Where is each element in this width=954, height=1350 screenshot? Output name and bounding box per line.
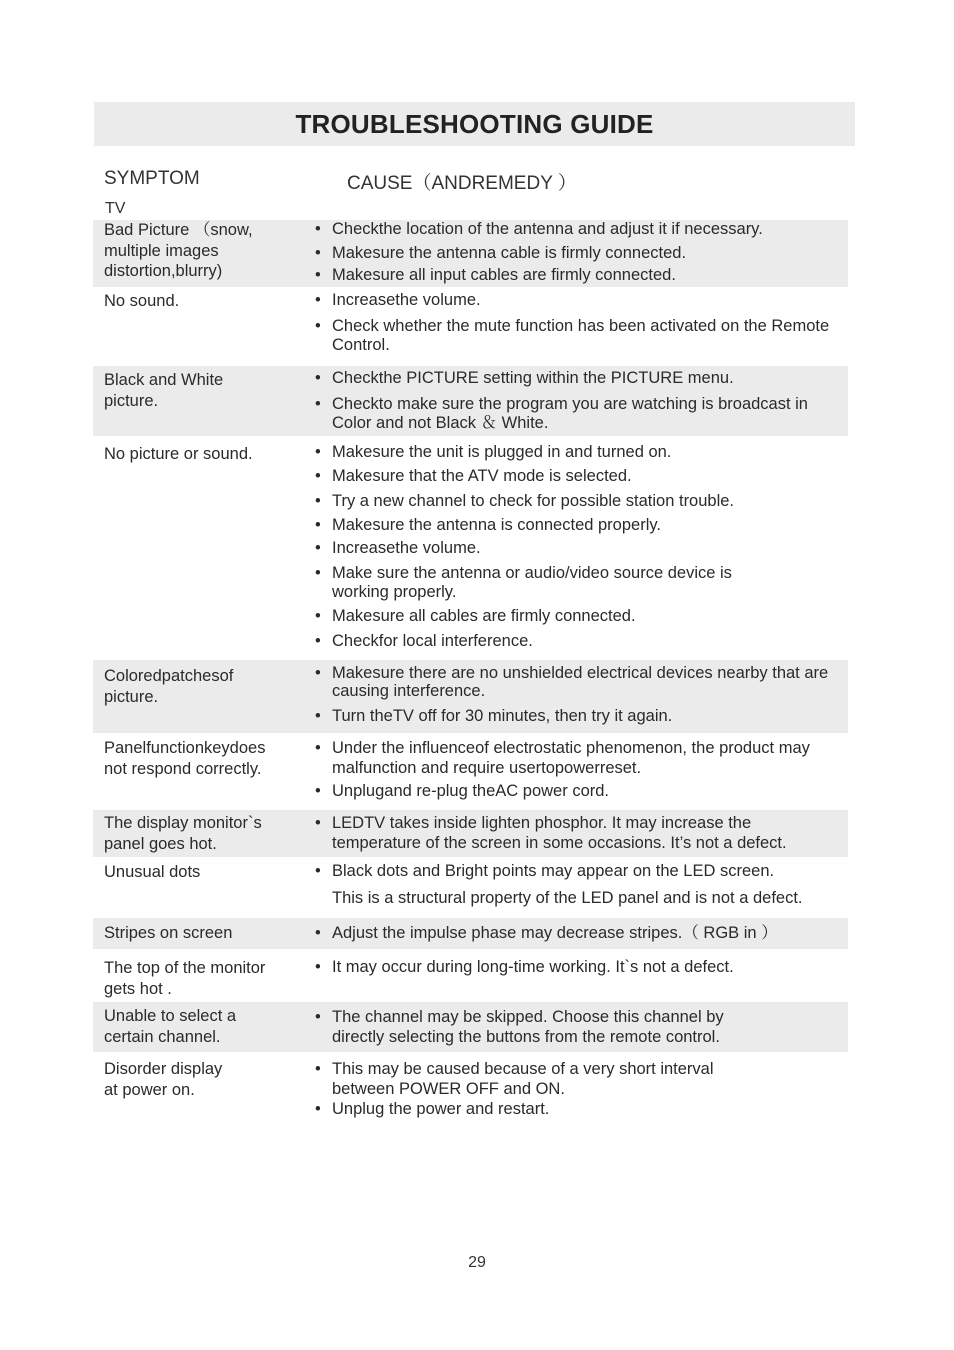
symptom-line: Bad Picture （snow, [104,221,253,239]
page-title: TROUBLESHOOTING GUIDE [295,108,654,139]
cause-item: • Make sure the antenna or audio/video source device is working properly. [315,564,848,603]
cause-item: • This may be caused because of a very short interval between POWER OFF and ON. [315,1060,848,1099]
symptom-line: Coloredpatchesof [104,667,234,685]
cause-item: • Checkthe PICTURE setting within the PICTURE menu. [315,369,848,389]
cause-item: • Increasethe volume. [315,539,848,559]
cause-column-header: CAUSE（ANDREMEDY ） [347,173,577,194]
cause-item: • Adjust the impulse phase may decrease stripes.（ RGB in ） [315,924,848,944]
cause-item: • It may occur during long-time working. It`s not a defect. [315,958,848,978]
table-row [93,1002,848,1052]
table-row [93,733,848,810]
cause-item: • Unplugand re-plug theAC power cord. [315,782,848,802]
cause-item: • Unplug the power and restart. [315,1100,848,1120]
cause-item: • Makesure the antenna is connected properly. [315,516,848,536]
table-row [93,436,848,660]
symptom-line: Unusual dots [104,863,201,881]
table-row [93,220,848,287]
symptom-line: Black and White [104,371,224,389]
cause-item: • Turn theTV off for 30 minutes, then try it again. [315,707,848,727]
symptom-line: The top of the monitor [104,959,266,977]
cause-item: • Makesure all cables are firmly connected. [315,607,848,627]
page-number: 29 [468,1254,486,1271]
cause-item: • Checkthe location of the antenna and adjust it if necessary. [315,220,848,240]
symptom-column-header: SYMPTOM [104,168,200,189]
cause-item: • Black dots and Bright points may appear on the LED screen. [315,862,848,882]
symptom-line: at power on. [104,1080,195,1099]
table-row [93,287,848,366]
symptom-line: gets hot . [104,979,172,998]
symptom-line: not respond correctly. [104,759,262,778]
symptom-line: Panelfunctionkeydoes [104,739,266,757]
symptom-line: Disorder display [104,1060,223,1078]
cause-item: • Makesure all input cables are firmly connected. [315,266,848,286]
cause-item: • Check whether the mute function has been activated on the Remote Control. [315,317,848,356]
cause-item: • Checkfor local interference. [315,632,848,652]
table-row [93,918,848,949]
cause-item: This is a structural property of the LED panel and is not a defect. [332,888,803,907]
table-row [93,949,848,1002]
symptom-line: The display monitor`s [104,814,262,832]
table-row [93,857,848,918]
cause-item: • Makesure the unit is plugged in and turned on. [315,443,848,463]
table-row [93,366,848,436]
symptom-line: Stripes on screen [104,924,233,942]
cause-item: • Makesure the antenna cable is firmly connected. [315,244,848,264]
symptom-line: certain channel. [104,1027,221,1046]
cause-item: • Increasethe volume. [315,291,848,311]
symptom-line: picture. [104,391,159,410]
section-label: TV [105,200,126,217]
cause-item: • Makesure there are no unshielded electrical devices nearby that are causing interference. [315,665,848,700]
table-row [93,1052,848,1132]
symptom-line: multiple images [104,241,219,260]
cause-item: • Under the influenceof electrostatic phenomenon, the product may malfunction and require usertopowerreset. [315,739,848,778]
title-bar [94,102,855,146]
symptom-line: distortion,blurry) [104,262,223,280]
cause-item: • LEDTV takes inside lighten phosphor. It may increase the temperature of the screen in some occasions. It’s not a defect. [315,814,848,853]
symptom-line: No sound. [104,292,180,310]
cause-item: • The channel may be skipped. Choose this channel by directly selecting the buttons from the remote control. [315,1008,848,1047]
cause-item: • Checkto make sure the program you are watching is broadcast in Color and not Black ＆ White. [315,395,848,434]
symptom-line: picture. [104,687,159,706]
table-row [93,660,848,733]
cause-item: • Try a new channel to check for possible station trouble. [315,492,848,512]
symptom-line: panel goes hot. [104,834,217,853]
table-row [93,810,848,857]
symptom-line: Unable to select a [104,1007,237,1025]
symptom-line: No picture or sound. [104,445,253,463]
cause-item: • Makesure that the ATV mode is selected. [315,467,848,487]
